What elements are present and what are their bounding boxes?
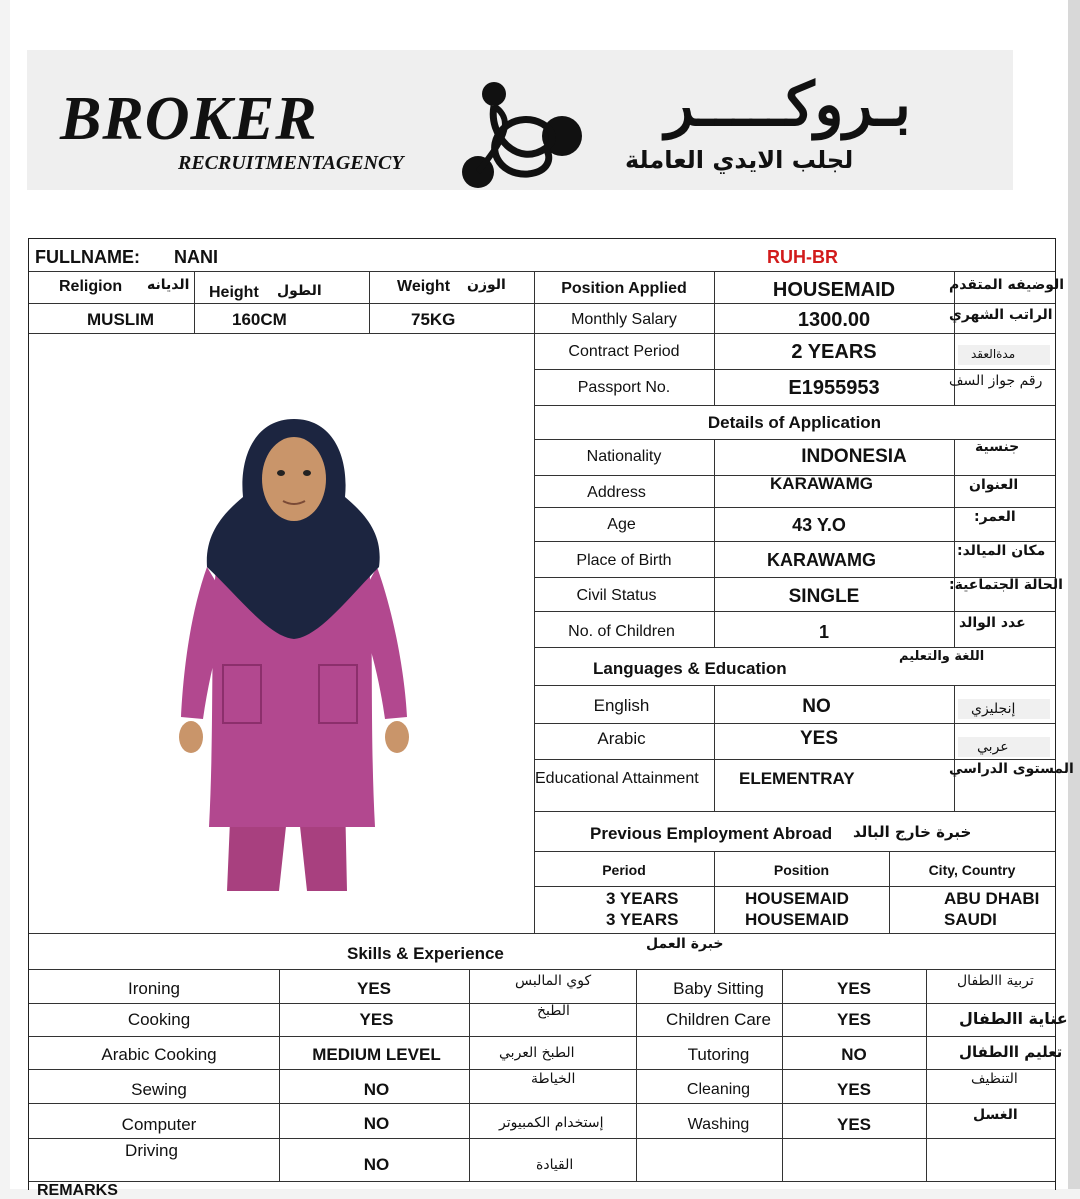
skill-arabic: تعليم االطفال <box>959 1043 1063 1061</box>
skill-value: NO <box>363 1080 390 1099</box>
detail-label: Nationality <box>586 448 662 465</box>
education-arabic: المستوى الدراسي <box>949 761 1074 777</box>
skill-value: NO <box>363 1155 390 1174</box>
detail-value: KARAWAMG <box>767 550 876 570</box>
detail-arabic: مكان الميالد: <box>957 543 1046 559</box>
religion-value: MUSLIM <box>87 310 155 329</box>
skill-arabic: عناية االطفال <box>959 1009 1068 1028</box>
language-arabic: إنجليزي <box>971 701 1016 717</box>
skill-label: Ironing <box>128 979 180 998</box>
position-applied-arabic: الوضيفه المتقدم <box>949 277 1065 293</box>
detail-arabic: جنسية <box>975 439 1020 455</box>
employment-position: HOUSEMAID <box>745 889 849 908</box>
languages-title-arabic: اللغة والتعليم <box>899 649 985 664</box>
skill-arabic: القيادة <box>536 1157 574 1173</box>
skill-arabic: الطبخ العربي <box>499 1045 575 1061</box>
language-value: NO <box>802 696 831 717</box>
weight-value: 75KG <box>411 310 456 329</box>
education-value: ELEMENTRAY <box>739 769 855 788</box>
monthly-salary-label: Monthly Salary <box>571 311 677 328</box>
fullname-label: FULLNAME: <box>35 247 140 267</box>
detail-arabic: العنوان <box>969 477 1019 493</box>
skill-value: YES <box>356 979 392 998</box>
detail-label: No. of Children <box>568 623 675 640</box>
monthly-salary-arabic: الراتب الشهري <box>949 307 1053 323</box>
employment-col-position: Position <box>773 862 830 878</box>
reference-code: RUH-BR <box>767 247 838 267</box>
remarks-label: REMARKS <box>37 1182 118 1199</box>
height-label: Height <box>209 284 259 301</box>
fullname-value: NANI <box>174 247 218 267</box>
detail-arabic: عدد الوالد <box>959 615 1026 631</box>
detail-value: SINGLE <box>788 586 860 607</box>
skill-arabic: الطبخ <box>537 1003 570 1019</box>
skill-value: YES <box>836 1010 872 1029</box>
skill-label: Driving <box>125 1141 178 1160</box>
skill-label: Sewing <box>131 1080 187 1099</box>
skill-arabic: كوي المالبس <box>515 973 592 989</box>
brand-logo-icon <box>458 76 588 192</box>
brand-name-arabic: بـروكـــــر <box>665 70 911 140</box>
employment-title-arabic: خبرة خارج البالد <box>853 823 972 841</box>
education-label: Educational Attainment <box>535 770 699 787</box>
employment-city: SAUDI <box>944 910 997 929</box>
employment-col-city: City, Country <box>928 862 1016 878</box>
skill-value: NO <box>363 1114 390 1133</box>
height-value: 160CM <box>232 310 287 329</box>
position-applied-label: Position Applied <box>561 280 687 297</box>
employment-period: 3 YEARS <box>606 889 679 908</box>
skill-arabic: تربية االطفال <box>957 973 1034 989</box>
detail-value: 43 Y.O <box>792 515 846 535</box>
detail-arabic: العمر: <box>974 509 1016 525</box>
candidate-photo <box>179 417 409 895</box>
religion-label: Religion <box>59 278 123 295</box>
position-applied-value: HOUSEMAID <box>772 279 896 301</box>
skill-label: Tutoring <box>687 1045 750 1064</box>
language-label: English <box>593 696 650 715</box>
height-label-arabic: الطول <box>277 283 322 299</box>
language-arabic: عربي <box>977 739 1009 755</box>
skill-label: Cleaning <box>686 1081 751 1098</box>
contract-period-arabic: مدةالعقد <box>971 347 1016 361</box>
detail-value: INDONESIA <box>801 446 907 467</box>
detail-label: Address <box>587 484 646 501</box>
employment-period: 3 YEARS <box>606 910 679 929</box>
skills-title: Skills & Experience <box>347 944 504 963</box>
contract-period-label: Contract Period <box>568 343 680 360</box>
employment-city: ABU DHABI <box>944 889 1040 908</box>
skills-title-arabic: خبرة العمل <box>646 936 724 952</box>
detail-value: KARAWAMG <box>770 474 873 493</box>
brand-subtitle: RECRUITMENTAGENCY <box>178 152 404 174</box>
skill-value: YES <box>359 1010 394 1029</box>
passport-arabic: رقم جواز السف <box>949 373 1043 389</box>
passport-label: Passport No. <box>577 379 671 396</box>
employment-position: HOUSEMAID <box>745 910 849 929</box>
skill-label: Children Care <box>666 1010 771 1029</box>
weight-label: Weight <box>397 278 451 295</box>
brand-subtitle-arabic: لجلب الايدي العاملة <box>625 146 854 174</box>
employment-title: Previous Employment Abroad <box>590 824 833 843</box>
application-form <box>28 238 1074 1199</box>
languages-title: Languages & Education <box>593 659 787 678</box>
skill-label: Washing <box>687 1116 750 1133</box>
skill-value: YES <box>836 1080 872 1099</box>
weight-label-arabic: الوزن <box>467 277 506 293</box>
detail-arabic: الحالة الجتماعية: <box>949 577 1063 593</box>
skill-value: YES <box>836 979 872 998</box>
monthly-salary-value: 1300.00 <box>797 309 871 331</box>
detail-label: Place of Birth <box>576 552 672 569</box>
details-title: Details of Application <box>707 413 882 432</box>
skill-arabic: الخياطة <box>531 1071 576 1087</box>
skill-arabic: الغسل <box>973 1107 1018 1123</box>
page-edge <box>1068 0 1080 1189</box>
contract-period-value: 2 YEARS <box>791 341 877 363</box>
skill-label: Cooking <box>127 1010 191 1029</box>
detail-label: Civil Status <box>576 587 657 604</box>
skill-label: Computer <box>121 1115 197 1134</box>
language-value: YES <box>799 728 839 749</box>
skill-arabic: التنظيف <box>971 1071 1018 1087</box>
detail-label: Age <box>607 516 636 533</box>
skill-label: Arabic Cooking <box>101 1045 217 1064</box>
employment-col-period: Period <box>602 862 646 878</box>
skill-value: MEDIUM LEVEL <box>312 1045 441 1064</box>
passport-value: E1955953 <box>788 377 880 399</box>
skill-arabic: إستخدام الكمبيوتر <box>499 1115 604 1131</box>
skill-label: Baby Sitting <box>673 979 764 998</box>
language-label: Arabic <box>597 729 646 748</box>
religion-label-arabic: الديانه <box>147 277 190 293</box>
detail-value: 1 <box>818 622 829 642</box>
brand-name: BROKER <box>60 85 318 153</box>
skill-value: YES <box>836 1115 872 1134</box>
skill-value: NO <box>841 1045 867 1064</box>
